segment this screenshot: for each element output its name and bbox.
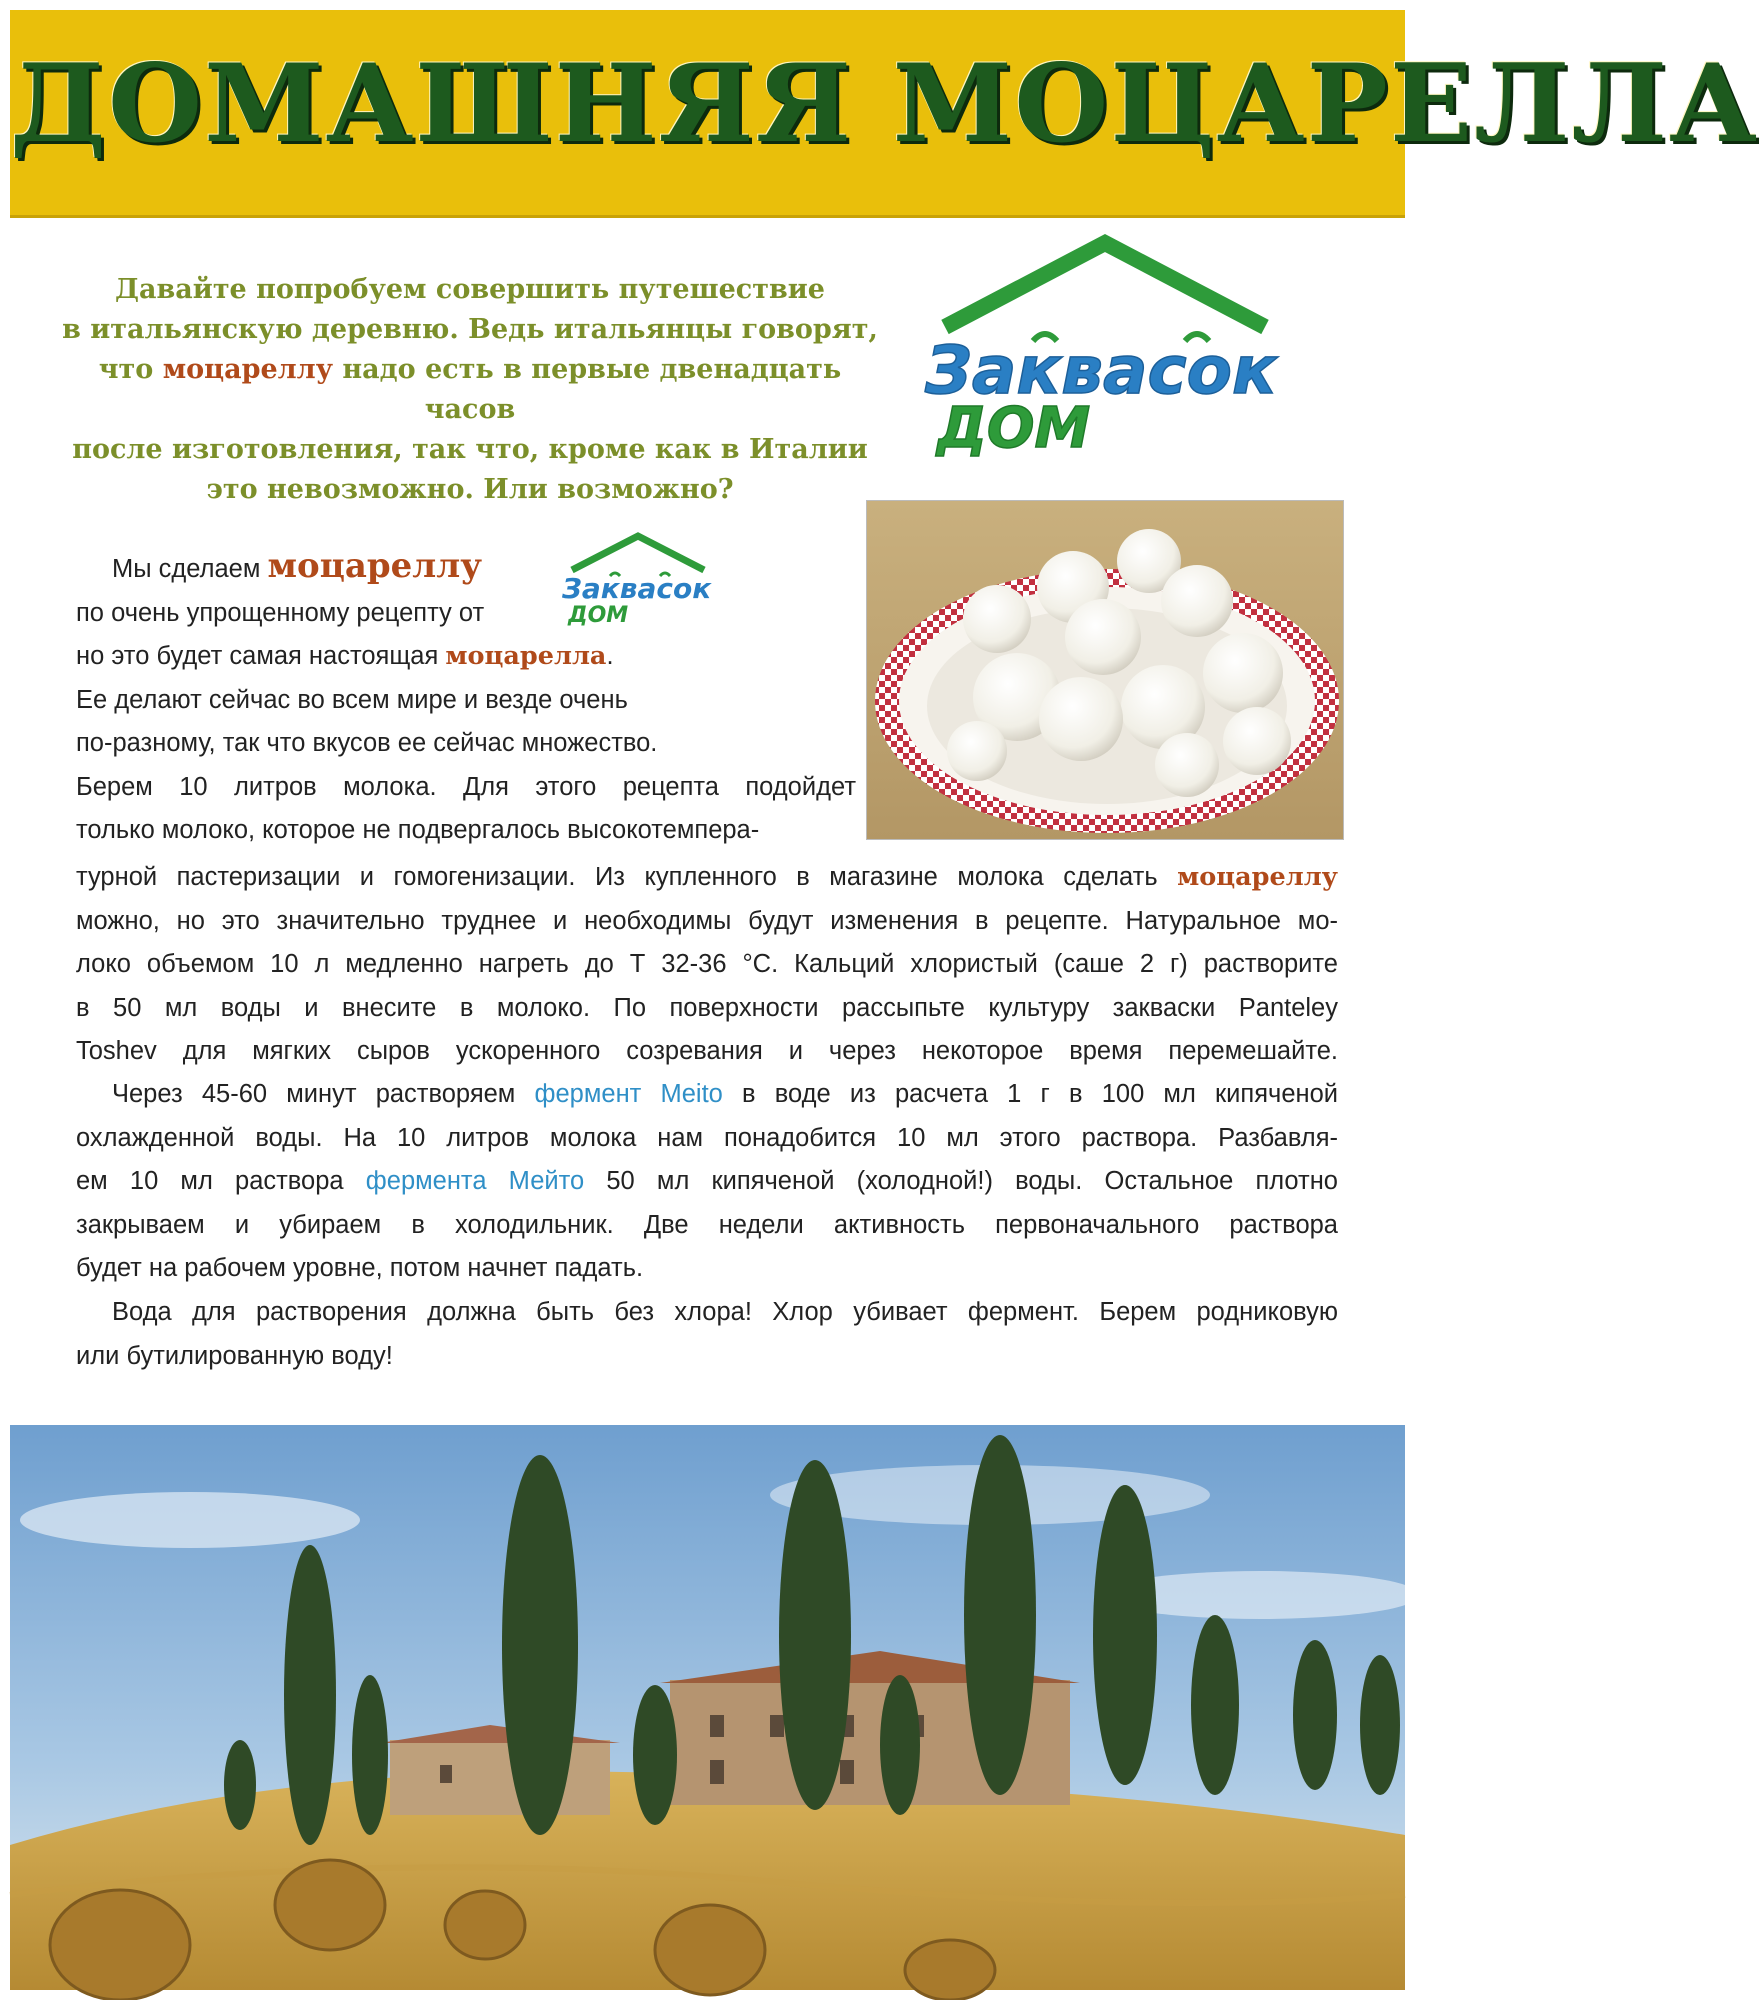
text-line: по-разному, так что вкусов ее сейчас множество. (76, 729, 658, 757)
text-line: по очень упрощенному рецепту от (76, 598, 485, 627)
logo-word-dom: ДОМ (937, 396, 1091, 461)
logo-word-zakvasok: Заквасок (925, 332, 1277, 409)
text-line: Мы сделаем моцареллу (112, 546, 482, 586)
body-paragraph-1-bottom (76, 856, 1338, 1074)
text-line: но это будет самая настоящая моцарелла. (76, 641, 614, 671)
body-paragraph-2 (76, 1073, 1338, 1291)
zakvasok-dom-logo (915, 235, 1295, 465)
highlight-word: моцарелла (445, 641, 607, 671)
text-line: локо объемом 10 л медленно нагреть до Т 32-36 °С. Кальций хлористый (саше 2 г) растворите (76, 950, 1338, 978)
text-line: можно, но это значительно труднее и необходимы будут изменения в рецепте. Натуральное мо- (76, 906, 1338, 935)
text-line: Ее делают сейчас во всем мире и везде очень (76, 685, 628, 714)
text-line: будет на рабочем уровне, потом начнет падать. (76, 1254, 644, 1282)
intro-line: после изготовления, так что, кроме как в Италии (72, 434, 868, 465)
intro-line: в итальянскую деревню. Ведь итальянцы говорят, (62, 314, 878, 345)
text-line: турной пастеризации и гомогенизации. Из купленного в магазине молока сделать моцареллу (76, 862, 1338, 892)
text-line: Вода для растворения должна быть без хлора! Хлор убивает фермент. Берем родниковую (112, 1298, 1338, 1326)
text-line: охлажденной воды. На 10 литров молока нам понадобится 10 мл этого раствора. Разбавля- (76, 1123, 1338, 1152)
logo-word-dom: ДОМ (568, 603, 629, 628)
highlight-word: моцареллу (1177, 862, 1338, 892)
intro-line: что моцареллу надо есть в первые двенадцать часов (98, 354, 842, 425)
text-line: закрываем и убираем в холодильник. Две недели активность первоначального раствора (76, 1210, 1338, 1239)
body-paragraph-3 (76, 1291, 1338, 1378)
highlight-word: моцареллу (267, 546, 482, 586)
text-line: Через 45-60 минут растворяем фермент Meito в воде из расчета 1 г в 100 мл кипяченой (112, 1080, 1339, 1108)
text-line: ем 10 мл раствора фермента Мейто 50 мл кипяченой (холодной!) воды. Остальное плотно (76, 1167, 1338, 1195)
text-line: только молоко, которое не подвергалось высокотемпера- (76, 816, 760, 844)
text-line: Toshev для мягких сыров ускоренного созревания и через некоторое время перемешайте. (76, 1037, 1338, 1065)
intro-paragraph (60, 270, 880, 510)
tuscany-landscape-photo (10, 1425, 1405, 1990)
intro-line: Давайте попробуем совершить путешествие (115, 274, 825, 305)
logo-word-zakvasok: Заквасок (562, 572, 712, 605)
text-line: Берем 10 литров молока. Для этого рецепта подойдет (76, 772, 856, 801)
ferment-meito-link[interactable]: фермент Meito (534, 1080, 723, 1108)
highlight-word: моцареллу (162, 354, 334, 385)
text-line: в 50 мл воды и внесите в молоко. По поверхности рассыпьте культуру закваски Panteley (76, 993, 1338, 1022)
mozzarella-photo (866, 500, 1344, 840)
text-line: или бутилированную воду! (76, 1341, 393, 1370)
page-title: ДОМАШНЯЯ МОЦАРЕЛЛА (10, 41, 1759, 167)
ferment-meito-link[interactable]: фермента Мейто (365, 1167, 585, 1195)
intro-line: это невозможно. Или возможно? (206, 474, 734, 505)
body-paragraph-1-top (76, 545, 856, 853)
title-banner (10, 10, 1759, 218)
